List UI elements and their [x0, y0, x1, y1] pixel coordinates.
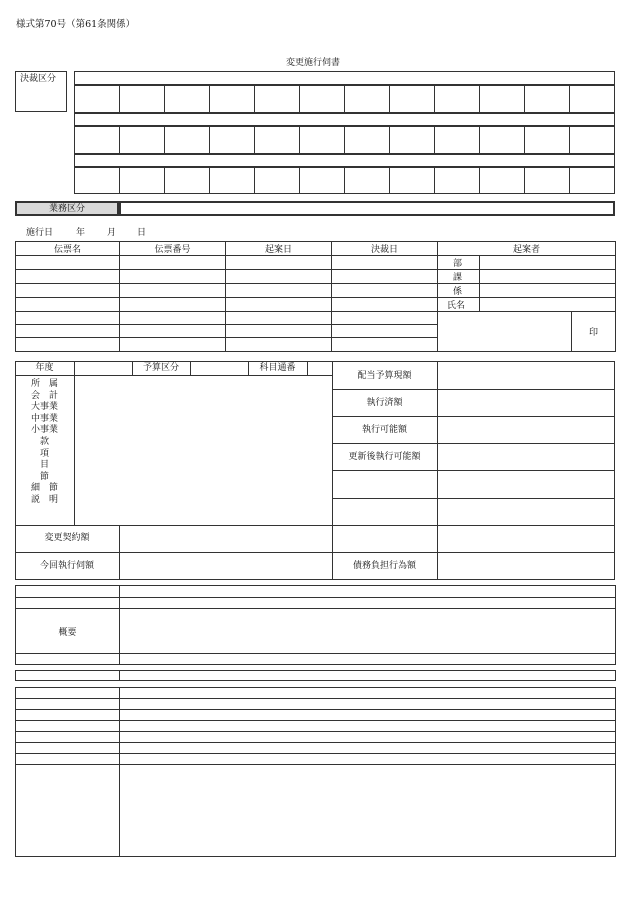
updated-executable-label: 更新後執行可能額 [348, 452, 421, 462]
detail-field[interactable] [120, 743, 616, 754]
approval-strip-1[interactable] [74, 71, 615, 85]
slip-cell[interactable] [226, 338, 332, 352]
detail-label-cell [16, 721, 120, 732]
detail-label-cell [16, 765, 120, 857]
stamp-cell[interactable] [75, 127, 120, 154]
drafter-name-field[interactable] [480, 298, 616, 312]
slip-cell[interactable] [120, 270, 226, 284]
debt-act-label: 債務負担行為額 [352, 561, 416, 571]
overview-label: 概要 [16, 609, 120, 654]
account-code-label: 科目通番 [259, 363, 296, 373]
exec-date-month: 月 [107, 228, 117, 238]
this-time-amount-field[interactable] [120, 553, 331, 579]
approval-stamp-row-3 [74, 167, 615, 194]
slip-cell[interactable] [226, 256, 332, 270]
stamp-cell[interactable] [525, 168, 570, 194]
stamp-cell[interactable] [435, 86, 480, 113]
account-code-field[interactable] [308, 362, 331, 375]
detail-label-cell [16, 743, 120, 754]
detail-field[interactable] [120, 688, 616, 699]
detail-large-field[interactable] [120, 765, 616, 857]
slip-cell[interactable] [332, 338, 438, 352]
stamp-cell[interactable] [435, 127, 480, 154]
slip-cell[interactable] [332, 325, 438, 338]
approval-strip-3[interactable] [74, 154, 615, 167]
approval-class-box [15, 71, 67, 112]
slip-cell[interactable] [16, 312, 120, 325]
slip-cell[interactable] [332, 298, 438, 312]
drafter-unit-label: 係 [438, 284, 480, 298]
drafter-unit-field[interactable] [480, 284, 616, 298]
drafter-section-field[interactable] [480, 270, 616, 284]
stamp-cell[interactable] [570, 127, 615, 154]
stamp-cell[interactable] [210, 168, 255, 194]
label-setsu: 節 [39, 471, 49, 482]
stamp-cell[interactable] [300, 168, 345, 194]
drafter-dept-label: 部 [438, 256, 480, 270]
stamp-cell[interactable] [435, 168, 480, 194]
slip-cell[interactable] [226, 298, 332, 312]
document-title: 変更施行伺書 [286, 58, 341, 68]
slip-cell[interactable] [16, 284, 120, 298]
slip-cell[interactable] [332, 312, 438, 325]
stamp-cell[interactable] [480, 168, 525, 194]
label-explanation: 説 明 [30, 494, 58, 505]
col-header-draft-date: 起案日 [226, 242, 332, 256]
label-minor-project: 小事業 [30, 425, 58, 436]
label-affiliation: 所 属 [30, 379, 58, 389]
executable-amount-label: 執行可能額 [361, 425, 407, 435]
detail-label-cell [16, 732, 120, 743]
stamp-cell[interactable] [120, 168, 165, 194]
label-accounting: 会 計 [30, 390, 58, 401]
approval-strip-2[interactable] [74, 113, 615, 126]
form-number: 様式第70号（第61条関係） [16, 19, 136, 30]
slip-cell[interactable] [120, 256, 226, 270]
detail-field[interactable] [120, 721, 616, 732]
stamp-cell[interactable] [75, 86, 120, 113]
stamp-cell[interactable] [345, 168, 390, 194]
detail-field[interactable] [120, 732, 616, 743]
exec-date-label: 施行日 [26, 228, 54, 238]
stamp-cell[interactable] [120, 127, 165, 154]
debt-act-field[interactable] [438, 553, 614, 579]
stamp-cell[interactable] [300, 127, 345, 154]
drafter-signature-area[interactable] [438, 312, 572, 352]
summary-table [15, 585, 616, 665]
fiscal-year-label: 年度 [35, 363, 54, 373]
business-class-label: 業務区分 [48, 204, 85, 214]
budget-row-line [332, 498, 615, 499]
stamp-cell[interactable] [120, 86, 165, 113]
col-header-approval-date: 決裁日 [332, 242, 438, 256]
slip-cell[interactable] [120, 312, 226, 325]
slip-table [15, 241, 616, 352]
slip-cell[interactable] [16, 256, 120, 270]
detail-field[interactable] [120, 710, 616, 721]
stamp-cell[interactable] [75, 168, 120, 194]
summary-field[interactable] [120, 654, 616, 665]
stamp-cell[interactable] [345, 127, 390, 154]
col-header-slip-number: 伝票番号 [120, 242, 226, 256]
stamp-cell[interactable] [345, 86, 390, 113]
drafter-dept-field[interactable] [480, 256, 616, 270]
slip-cell[interactable] [332, 256, 438, 270]
label-saisetsu: 細 節 [30, 483, 58, 494]
stamp-cell[interactable] [165, 86, 210, 113]
executed-amount-field[interactable] [438, 390, 614, 415]
slip-cell[interactable] [120, 284, 226, 298]
updated-executable-field[interactable] [438, 444, 614, 469]
detail-label-cell [16, 688, 120, 699]
slip-cell[interactable] [226, 312, 332, 325]
stamp-cell[interactable] [390, 86, 435, 113]
executed-amount-label: 執行済額 [366, 398, 403, 408]
approval-class-label: 決裁区分 [20, 74, 57, 84]
classification-labels [15, 379, 74, 507]
stamp-cell[interactable] [255, 127, 300, 154]
stamp-cell[interactable] [390, 168, 435, 194]
allocated-budget-field[interactable] [438, 362, 614, 388]
slip-cell[interactable] [226, 325, 332, 338]
stamp-cell[interactable] [525, 86, 570, 113]
seal-mark: 印 [572, 312, 616, 352]
detail-table [15, 687, 616, 857]
summary-label-cell [16, 586, 120, 598]
slip-cell[interactable] [16, 270, 120, 284]
stamp-cell[interactable] [570, 86, 615, 113]
summary-label-cell [16, 598, 120, 609]
detail-field[interactable] [120, 699, 616, 710]
this-time-amount-label: 今回執行伺額 [39, 561, 94, 571]
slip-cell[interactable] [226, 270, 332, 284]
slip-cell[interactable] [226, 284, 332, 298]
stamp-cell[interactable] [210, 127, 255, 154]
allocated-budget-label: 配当予算現額 [357, 371, 412, 381]
changed-contract-field[interactable] [120, 526, 331, 551]
business-class-field[interactable] [119, 201, 615, 216]
slip-cell[interactable] [120, 338, 226, 352]
stamp-cell[interactable] [570, 168, 615, 194]
slip-cell[interactable] [120, 298, 226, 312]
fiscal-year-field[interactable] [75, 362, 131, 375]
stamp-cell[interactable] [255, 168, 300, 194]
summary-label-cell [16, 654, 120, 665]
slip-cell[interactable] [16, 325, 120, 338]
label-middle-project: 中事業 [30, 413, 58, 424]
stamp-cell[interactable] [255, 86, 300, 113]
note-label-cell [16, 671, 120, 681]
budget-class-field[interactable] [191, 362, 247, 375]
approval-stamp-row-1 [74, 85, 615, 113]
stamp-cell[interactable] [390, 127, 435, 154]
approval-stamp-row-2 [74, 126, 615, 154]
label-kan: 款 [39, 436, 49, 447]
detail-label-cell [16, 754, 120, 765]
executable-amount-field[interactable] [438, 417, 614, 442]
label-moku: 目 [39, 460, 49, 471]
exec-date-day: 日 [137, 228, 147, 238]
stamp-cell[interactable] [480, 127, 525, 154]
label-kou: 項 [39, 448, 49, 459]
slip-cell[interactable] [332, 284, 438, 298]
slip-cell[interactable] [332, 270, 438, 284]
note-field[interactable] [120, 671, 616, 681]
summary-field[interactable] [120, 586, 616, 598]
drafter-section-label: 課 [438, 270, 480, 284]
drafter-name-label: 氏名 [438, 298, 480, 312]
exec-date-year: 年 [76, 228, 86, 238]
stamp-cell[interactable] [210, 86, 255, 113]
business-class-label-box [15, 201, 119, 216]
stamp-cell[interactable] [165, 168, 210, 194]
col-header-slip-name: 伝票名 [16, 242, 120, 256]
col-header-drafter: 起案者 [438, 242, 616, 256]
stamp-cell[interactable] [525, 127, 570, 154]
stamp-cell[interactable] [300, 86, 345, 113]
slip-cell[interactable] [16, 298, 120, 312]
note-row [15, 670, 616, 681]
stamp-cell[interactable] [480, 86, 525, 113]
summary-field[interactable] [120, 598, 616, 609]
detail-field[interactable] [120, 754, 616, 765]
changed-contract-label: 変更契約額 [44, 533, 90, 543]
budget-class-label: 予算区分 [142, 363, 179, 373]
stamp-cell[interactable] [165, 127, 210, 154]
label-major-project: 大事業 [30, 402, 58, 413]
detail-label-cell [16, 699, 120, 710]
slip-cell[interactable] [16, 338, 120, 352]
slip-cell[interactable] [120, 325, 226, 338]
detail-label-cell [16, 710, 120, 721]
budget-row-line [332, 470, 615, 471]
classification-field[interactable] [75, 376, 331, 524]
overview-field[interactable] [120, 609, 616, 654]
